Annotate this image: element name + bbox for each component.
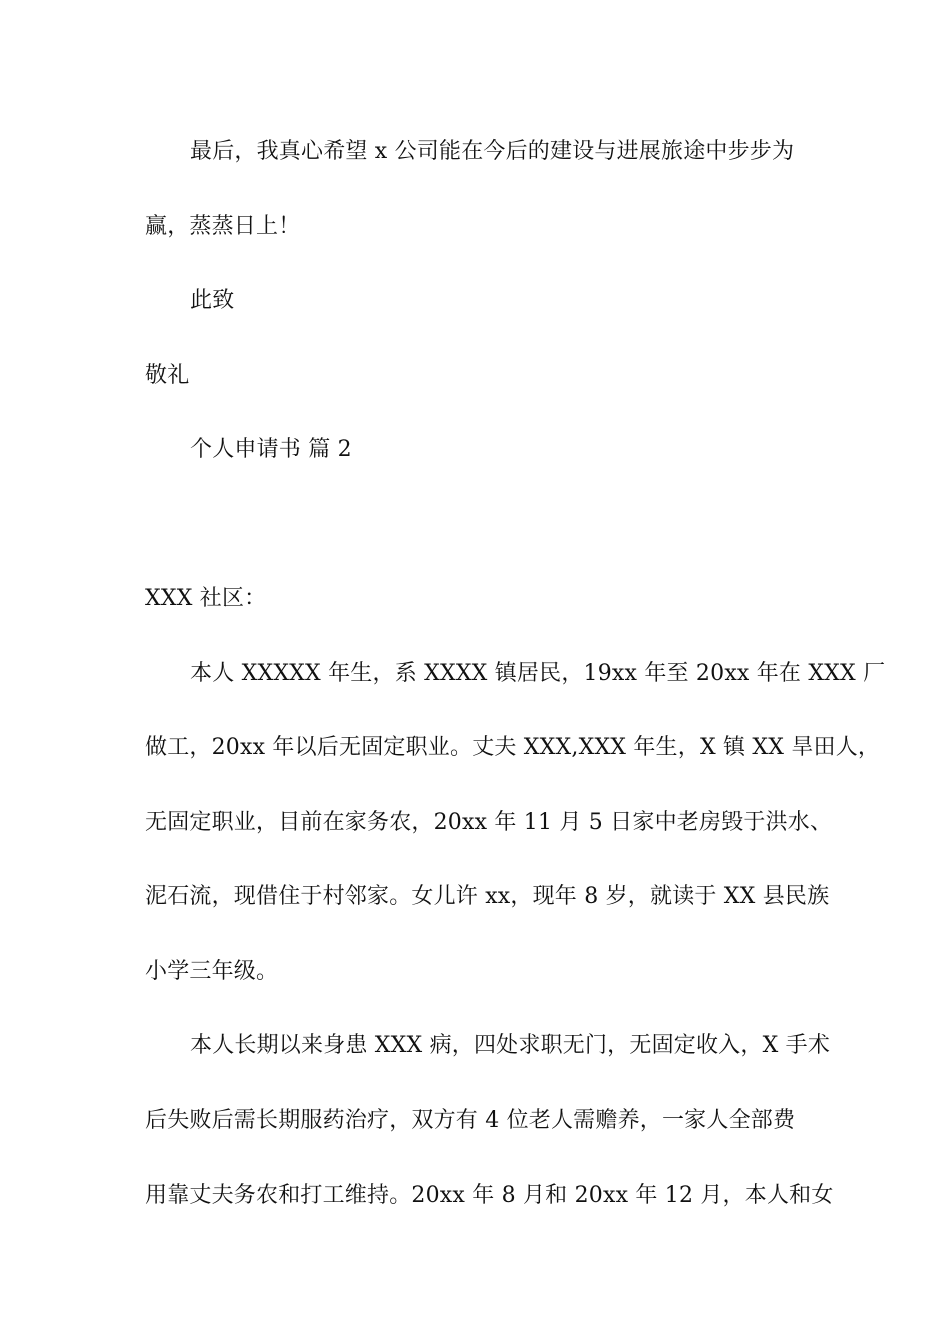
- closing-salutation: 此致: [190, 288, 235, 313]
- section-heading: 个人申请书 篇 2: [190, 437, 352, 462]
- addressee: XXX 社区：: [145, 586, 267, 611]
- paragraph-line: 泥石流，现借住于村邻家。女儿许 xx，现年 8 岁，就读于 XX 县民族: [145, 884, 830, 909]
- paragraph-line: 本人长期以来身患 XXX 病，四处求职无门，无固定收入，X 手术: [190, 1033, 831, 1058]
- paragraph-line: 后失败后需长期服药治疗，双方有 4 位老人需赡养，一家人全部费: [145, 1108, 796, 1133]
- paragraph-line: 做工，20xx 年以后无固定职业。丈夫 XXX,XXX 年生，X 镇 XX 旱田人，: [145, 735, 881, 760]
- paragraph-line: 无固定职业，目前在家务农，20xx 年 11 月 5 日家中老房毁于洪水、: [145, 810, 833, 835]
- paragraph-line: 小学三年级。: [145, 959, 279, 984]
- closing-regards: 敬礼: [145, 363, 190, 388]
- paragraph-line: 赢，蒸蒸日上！: [145, 214, 301, 239]
- paragraph-line: 用靠丈夫务农和打工维持。20xx 年 8 月和 20xx 年 12 月，本人和女: [145, 1183, 834, 1208]
- paragraph-line: 最后，我真心希望 x 公司能在今后的建设与进展旅途中步步为: [190, 139, 795, 164]
- paragraph-line: 本人 XXXXX 年生，系 XXXX 镇居民，19xx 年至 20xx 年在 XXX 厂: [190, 661, 886, 686]
